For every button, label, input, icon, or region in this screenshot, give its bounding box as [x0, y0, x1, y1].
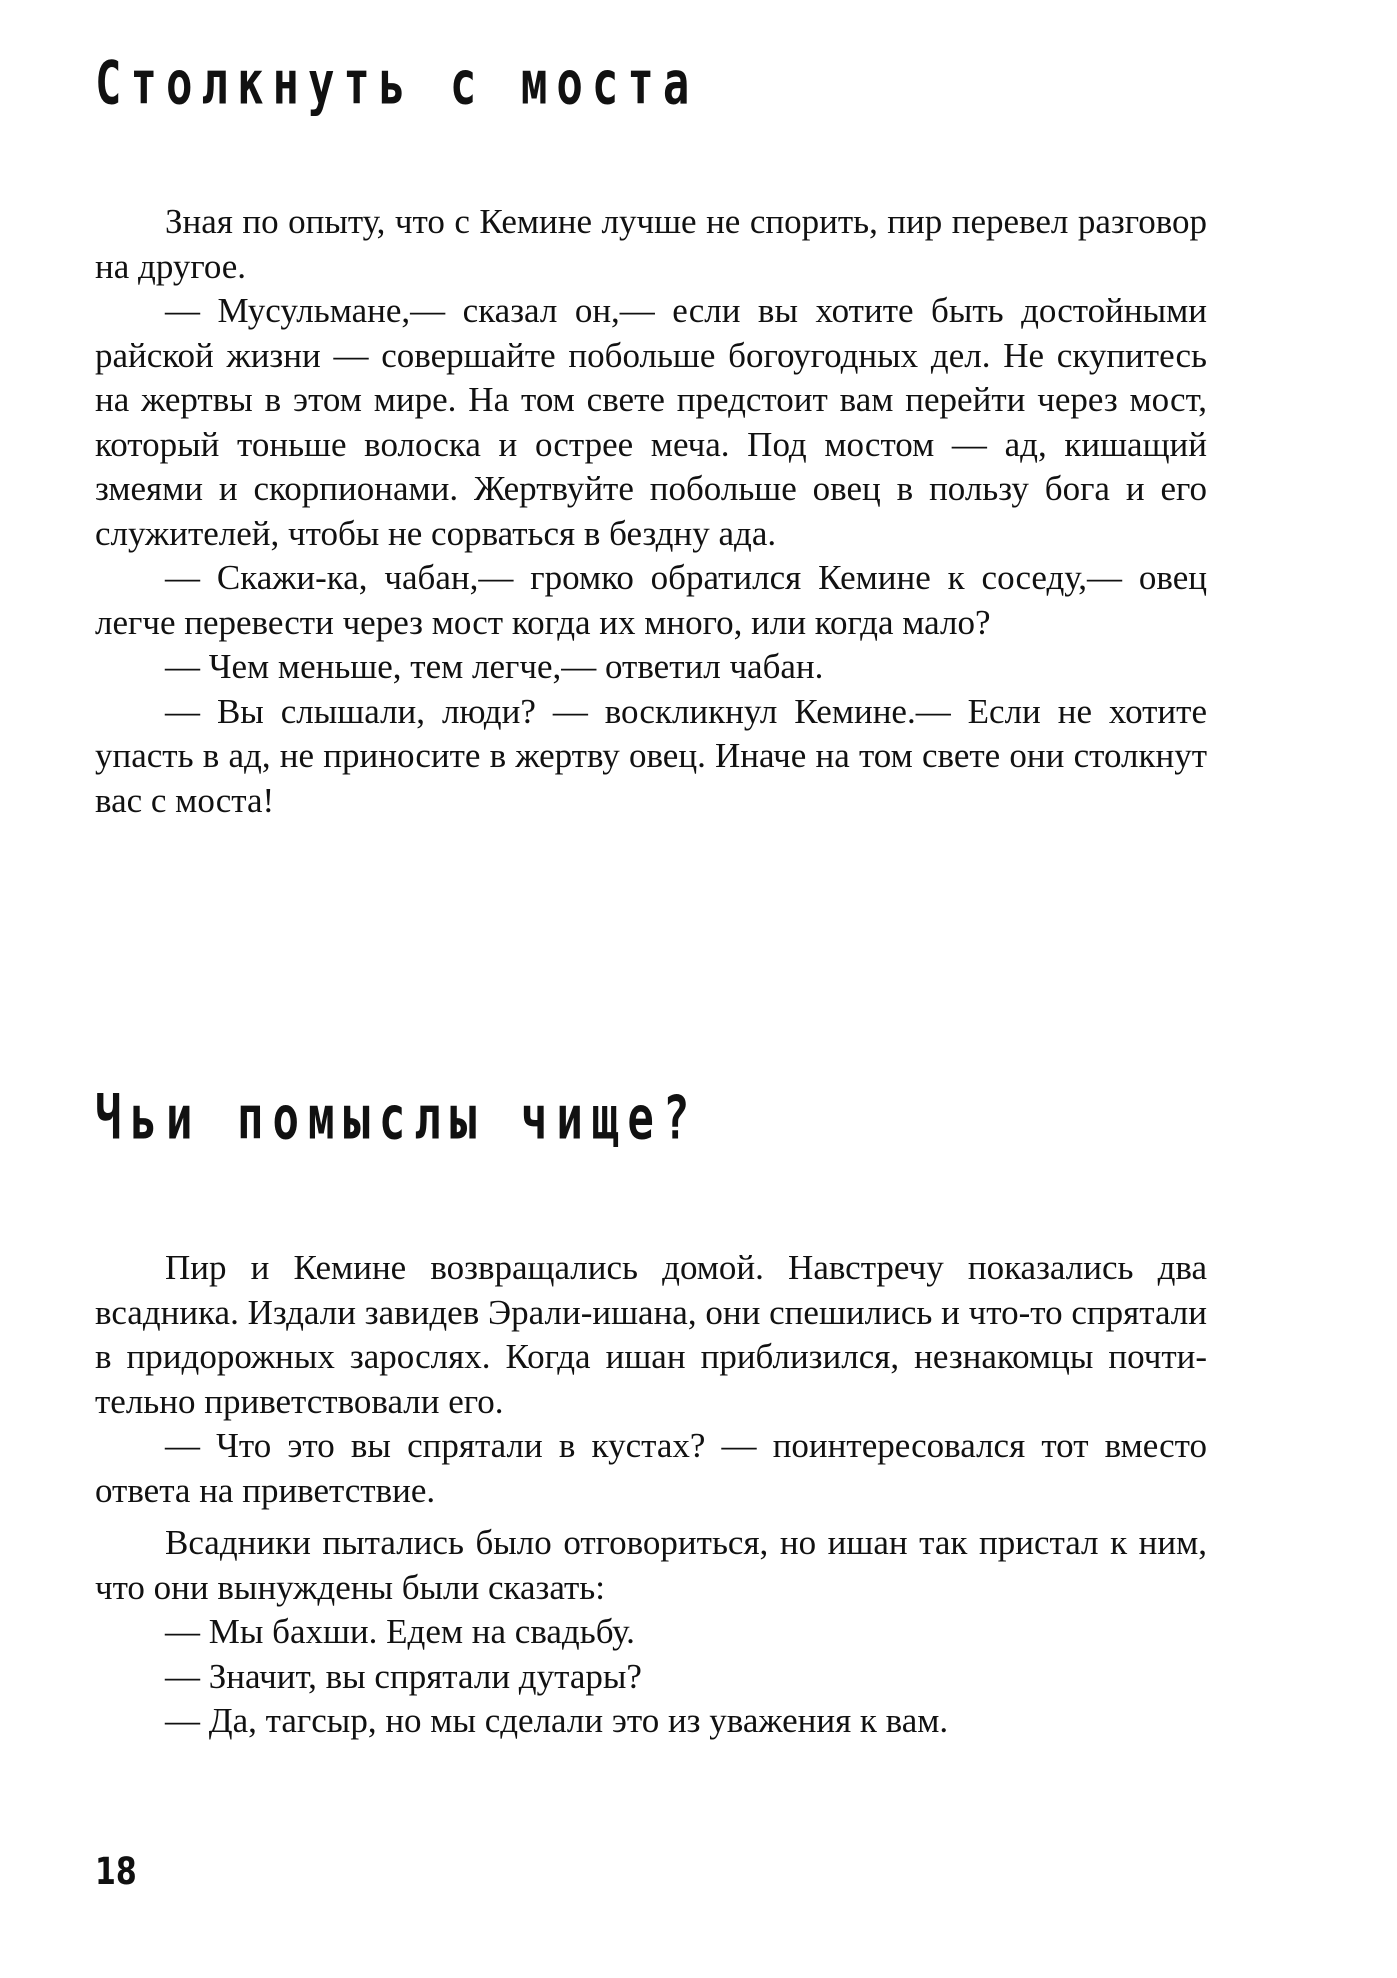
paragraph: — Чем меньше, тем легче,— ответил чабан.: [165, 647, 824, 686]
story-title: Чьи помыслы чище?: [95, 1084, 699, 1154]
paragraph: — Вы слышали, люди? — воскликнул Кемине.— Если не хотите упасть в ад, не приносите в жертву овец. Иначе на том свете они столкнут вас с моста!: [95, 691, 1207, 820]
story-body: [95, 200, 1207, 823]
story-body: [95, 1246, 1207, 1744]
paragraph: Пир и Кемине возвращались домой. Навстречу показались два всадника. Издали завидев Эрали-ишана, они спешились и что-то спрятали в придорожных зарослях. Когда ишан приблизился, незнакомцы почтительно приветствовали его.: [95, 1248, 1207, 1421]
book-page: [95, 0, 1207, 1978]
paragraph: — Да, тагсыр, но мы сделали это из уважения к вам.: [165, 1701, 949, 1740]
paragraph: Зная по опыту, что с Кемине лучше не спорить, пир перевел разговор на другое.: [95, 202, 1207, 286]
paragraph: — Значит, вы спрятали дутары?: [165, 1656, 642, 1696]
paragraph: — Мы бахши. Едем на свадьбу.: [165, 1612, 635, 1651]
paragraph: — Мусульмане,— сказал он,— если вы хотите быть достойными райской жизни — совершайте побольше богоугодных дел. Не скупитесь на жертвы в этом мире. На том свете предстоит вам перейти через мост, который тоньше волоска и острее меча. Под мостом — ад, кишащий змеями и скорпионами. Жертвуйте побольше овец в пользу бога и его служителей, чтобы не сорваться в бездну ада.: [95, 291, 1207, 553]
page-number: 18: [95, 1850, 137, 1894]
paragraph: — Скажи-ка, чабан,— громко обратился Кемине к соседу,— овец легче перевести через мост когда их много, или когда мало?: [95, 558, 1207, 642]
paragraph: Всадники пытались было отговориться, но ишан так пристал к ним, что они вынуждены были сказать:: [95, 1523, 1207, 1607]
story-title: Столкнуть с моста: [95, 49, 699, 119]
paragraph: — Что это вы спрятали в кустах? — поинтересовался тот вместо ответа на приветствие.: [95, 1426, 1207, 1510]
